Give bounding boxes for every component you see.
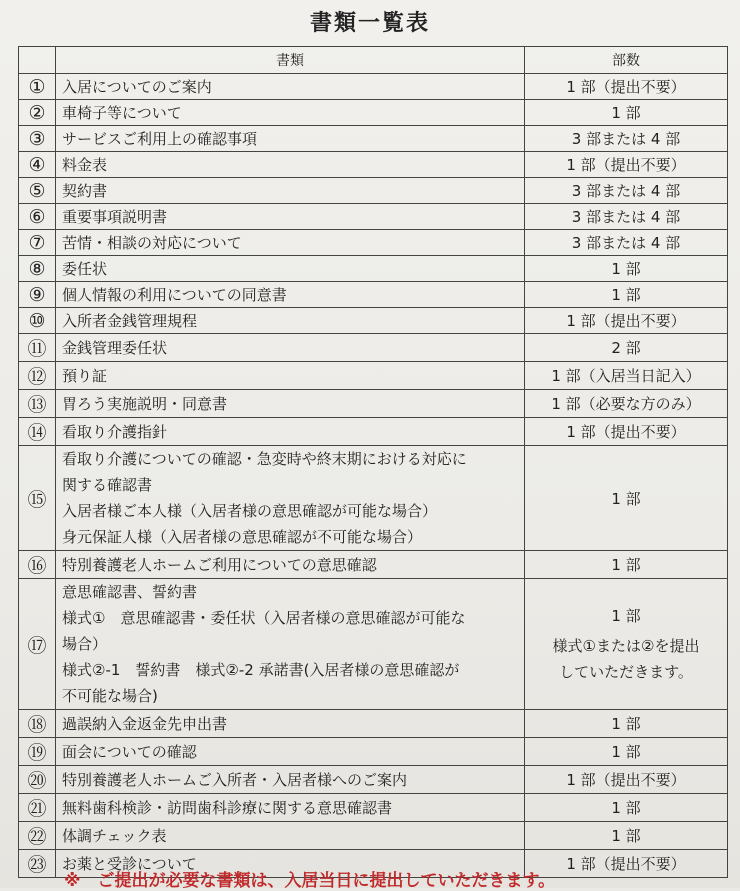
copy-count: 2 部 — [525, 334, 728, 362]
row-number: ⑳ — [19, 766, 56, 794]
row-number: ⑮ — [19, 446, 56, 551]
table-row — [19, 710, 728, 738]
table-row — [19, 446, 728, 551]
document-list-table — [18, 46, 728, 878]
header-number — [19, 47, 56, 74]
row-number: ⑰ — [19, 579, 56, 710]
copy-count: 1 部 — [525, 446, 728, 551]
copy-count — [525, 579, 728, 710]
copy-count: 1 部（提出不要） — [525, 850, 728, 878]
row-number: ③ — [19, 126, 56, 152]
copy-count: 3 部または 4 部 — [525, 126, 728, 152]
table-row — [19, 418, 728, 446]
document-name: 過誤納入金返金先申出書 — [56, 710, 525, 738]
row-number: ⑯ — [19, 551, 56, 579]
document-name-line: 様式① 意思確認書・委任状（入居者様の意思確認が可能な — [62, 609, 466, 627]
copy-count: 1 部（提出不要） — [525, 308, 728, 334]
header-document: 書類 — [56, 47, 525, 74]
document-name-line: 場合） — [62, 635, 108, 653]
row-number: ⑤ — [19, 178, 56, 204]
row-number: ⑪ — [19, 334, 56, 362]
document-name: 特別養護老人ホームご入所者・入居者様へのご案内 — [56, 766, 525, 794]
copy-count: 1 部 — [525, 710, 728, 738]
table-row — [19, 74, 728, 100]
table-row — [19, 100, 728, 126]
document-name: 料金表 — [56, 152, 525, 178]
document-name: 看取り介護指針 — [56, 418, 525, 446]
row-number: ⑭ — [19, 418, 56, 446]
document-name: 面会についての確認 — [56, 738, 525, 766]
header-quantity: 部数 — [525, 47, 728, 74]
copy-count-line: 様式①または②を提出 — [552, 637, 700, 655]
table-row — [19, 551, 728, 579]
table-row — [19, 282, 728, 308]
row-number: ⑨ — [19, 282, 56, 308]
document-name-line: 様式②-1 誓約書 様式②-2 承諾書(入居者様の意思確認が — [62, 661, 460, 679]
copy-count: 1 部 — [525, 738, 728, 766]
document-name-line: 入居者様ご本人様（入居者様の意思確認が可能な場合） — [62, 502, 438, 520]
table-row — [19, 794, 728, 822]
copy-count: 1 部（提出不要） — [525, 766, 728, 794]
row-number: ⑬ — [19, 390, 56, 418]
document-name: 入居についてのご案内 — [56, 74, 525, 100]
document-name: 入所者金銭管理規程 — [56, 308, 525, 334]
row-number: ⑲ — [19, 738, 56, 766]
table-row — [19, 766, 728, 794]
document-name-line: 身元保証人様（入居者様の意思確認が不可能な場合） — [62, 528, 423, 546]
document-name: 契約書 — [56, 178, 525, 204]
copy-count: 1 部 — [525, 100, 728, 126]
row-number: ② — [19, 100, 56, 126]
copy-count: 1 部 — [525, 282, 728, 308]
document-name: サービスご利用上の確認事項 — [56, 126, 525, 152]
row-number: ④ — [19, 152, 56, 178]
table-row — [19, 126, 728, 152]
document-name: 金銭管理委任状 — [56, 334, 525, 362]
row-number: ⑩ — [19, 308, 56, 334]
document-name: 車椅子等について — [56, 100, 525, 126]
copy-count: 1 部（提出不要） — [525, 74, 728, 100]
document-name: 特別養護老人ホームご利用についての意思確認 — [56, 551, 525, 579]
copy-count: 1 部（提出不要） — [525, 152, 728, 178]
document-name: 胃ろう実施説明・同意書 — [56, 390, 525, 418]
table-row — [19, 178, 728, 204]
copy-count: 1 部 — [525, 822, 728, 850]
submission-note: ※ ご提出が必要な書類は、入居当日に提出していただきます。 — [64, 871, 556, 891]
copy-count: 1 部 — [525, 256, 728, 282]
table-body — [19, 74, 728, 878]
document-name — [56, 579, 525, 710]
row-number: ⑫ — [19, 362, 56, 390]
document-name: 委任状 — [56, 256, 525, 282]
document-name: 預り証 — [56, 362, 525, 390]
document-name: お薬と受診について — [56, 850, 525, 878]
row-number: ⑦ — [19, 230, 56, 256]
copy-count: 1 部 — [525, 551, 728, 579]
document-name-line: 意思確認書、誓約書 — [62, 583, 198, 601]
copy-count: 1 部（提出不要） — [525, 418, 728, 446]
table-row — [19, 822, 728, 850]
copy-count: 3 部または 4 部 — [525, 230, 728, 256]
document-name-line: 不可能な場合) — [62, 687, 158, 705]
row-number: ⑥ — [19, 204, 56, 230]
row-number: ⑱ — [19, 710, 56, 738]
table-row — [19, 152, 728, 178]
copy-count: 3 部または 4 部 — [525, 204, 728, 230]
document-name: 体調チェック表 — [56, 822, 525, 850]
row-number: ⑧ — [19, 256, 56, 282]
document-name: 個人情報の利用についての同意書 — [56, 282, 525, 308]
copy-count-line: 1 部 — [611, 607, 641, 625]
table-row — [19, 738, 728, 766]
document-name: 苦情・相談の対応について — [56, 230, 525, 256]
table-row — [19, 334, 728, 362]
table-row — [19, 230, 728, 256]
row-number: ① — [19, 74, 56, 100]
copy-count-line: していただきます。 — [559, 663, 693, 681]
table-row — [19, 579, 728, 710]
row-number: ㉑ — [19, 794, 56, 822]
row-number: ㉓ — [19, 850, 56, 878]
document-name-line: 看取り介護についての確認・急変時や終末期における対応に — [62, 450, 467, 468]
table-row — [19, 362, 728, 390]
table-header-row — [19, 47, 728, 74]
copy-count: 1 部 — [525, 794, 728, 822]
document-name-line: 関する確認書 — [62, 476, 153, 494]
row-number: ㉒ — [19, 822, 56, 850]
copy-count: 1 部（必要な方のみ） — [525, 390, 728, 418]
document-name: 無料歯科検診・訪問歯科診療に関する意思確認書 — [56, 794, 525, 822]
document-name: 重要事項説明書 — [56, 204, 525, 230]
table-row — [19, 308, 728, 334]
page-title: 書類一覧表 — [309, 11, 430, 36]
copy-count: 1 部（入居当日記入） — [525, 362, 728, 390]
table-row — [19, 256, 728, 282]
table-row — [19, 390, 728, 418]
table-row — [19, 204, 728, 230]
document-name — [56, 446, 525, 551]
copy-count: 3 部または 4 部 — [525, 178, 728, 204]
